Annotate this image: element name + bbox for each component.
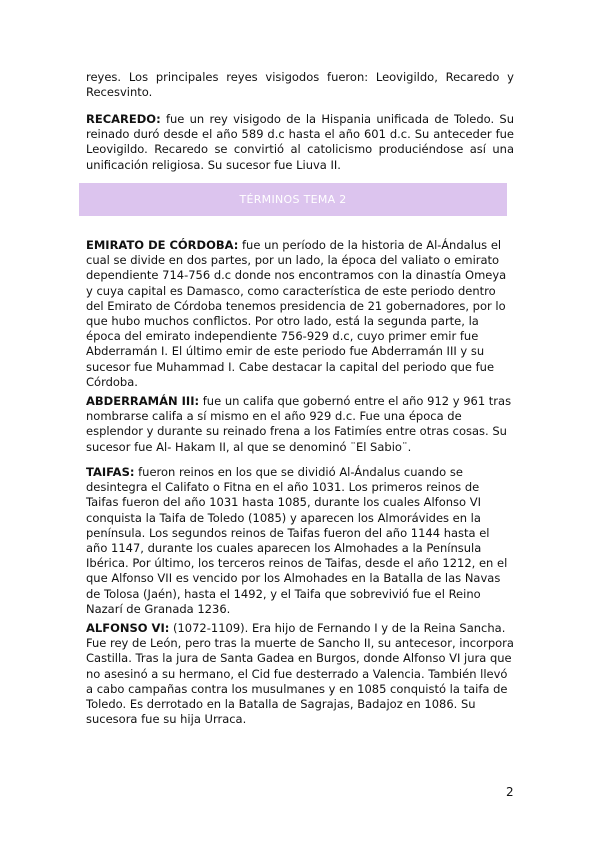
page-number: 2 [506,785,514,799]
recaredo-paragraph [86,112,514,173]
alfonso-term: ALFONSO VI: [86,621,170,635]
taifas-term: TAIFAS: [86,465,135,479]
alfonso-text: (1072-1109). Era hijo de Fernando I y de la Reina Sancha. Fue rey de León, pero tras la muerte de Sancho II, su antecesor, incorpora Castilla. Tras la jura de Santa Gadea en Burgos, donde Alfonso VI jura que no asesinó a su hermano, el Cid fue desterrado a Valencia. También llevó a cabo campañas contra los musulmanes y en 1085 conquistó la taifa de Toledo. Es derrotado en la Batalla de Sagrajas, Badajoz en 1086. Su sucesora fue su hija Urraca. [86,621,514,727]
emirato-text: fue un período de la historia de Al-Ándalus el cual se divide en dos partes, por un lado, la época del valiato o emirato dependiente 714-756 d.c donde nos encontramos con la dinastía Omeya y cuya capital es Damasco, como característica de este periodo dentro del Emirato de Córdoba tenemos presidencia de 21 gobernadores, por lo que hubo muchos conflictos. Por otro lado, está la segunda parte, la época del emirato independiente 756-929 d.c, cuyo primer emir fue Abderramán I. El último emir de este periodo fue Abderramán III y su sucesor fue Muhammad I. Cabe destacar la capital del periodo que fue Córdoba. [86,238,507,389]
alfonso-paragraph [86,621,514,727]
emirato-term: EMIRATO DE CÓRDOBA: [86,238,239,252]
abderraman-paragraph [86,394,514,455]
recaredo-term: RECAREDO: [86,112,161,126]
taifas-paragraph [86,465,514,617]
emirato-paragraph [86,238,514,390]
taifas-text: fueron reinos en los que se dividió Al-Ándalus cuando se desintegra el Califato o Fitna en el año 1031. Los primeros reinos de Taifas fueron del año 1031 hasta 1085, durante los cuales Alfonso VI conquista la Taifa de Toledo (1085) y aparecen los Almorávides en la península. Los segundos reinos de Taifas fueron del año 1144 hasta el año 1147, durante los cuales aparecen los Almohades a la Península Ibérica. Por último, los terceros reinos de Taifas, desde el año 1212, en el que Alfonso VII es vencido por los Almohades en la Batalla de las Navas de Tolosa (Jaén), hasta el 1492, y el Taifa que sobrevivió fue el Reino Nazarí de Granada 1236. [86,465,508,616]
abderraman-term: ABDERRAMÁN III: [86,394,200,408]
intro-paragraph [86,70,514,100]
recaredo-text: fue un rey visigodo de la Hispania unificada de Toledo. Su reinado duró desde el año 589 d.c hasta el año 601 d.c. Su anteceder fue Leovigildo. Recaredo se convirtió al catolicismo produciéndose así una unificación religiosa. Su sucesor fue Liuva II. [86,112,514,172]
intro-text: reyes. Los principales reyes visigodos fueron: Leovigildo, Recaredo y Recesvinto. [86,70,514,100]
section-banner: TÉRMINOS TEMA 2 [79,183,507,216]
abderraman-text: fue un califa que gobernó entre el año 912 y 961 tras nombrarse califa a sí mismo en el año 929 d.c. Fue una época de esplendor y durante su reinado frena a los Fatimíes entre otras cosas. Su sucesor fue Al- Hakam II, al que se denominó ¨El Sabio¨. [86,394,512,454]
